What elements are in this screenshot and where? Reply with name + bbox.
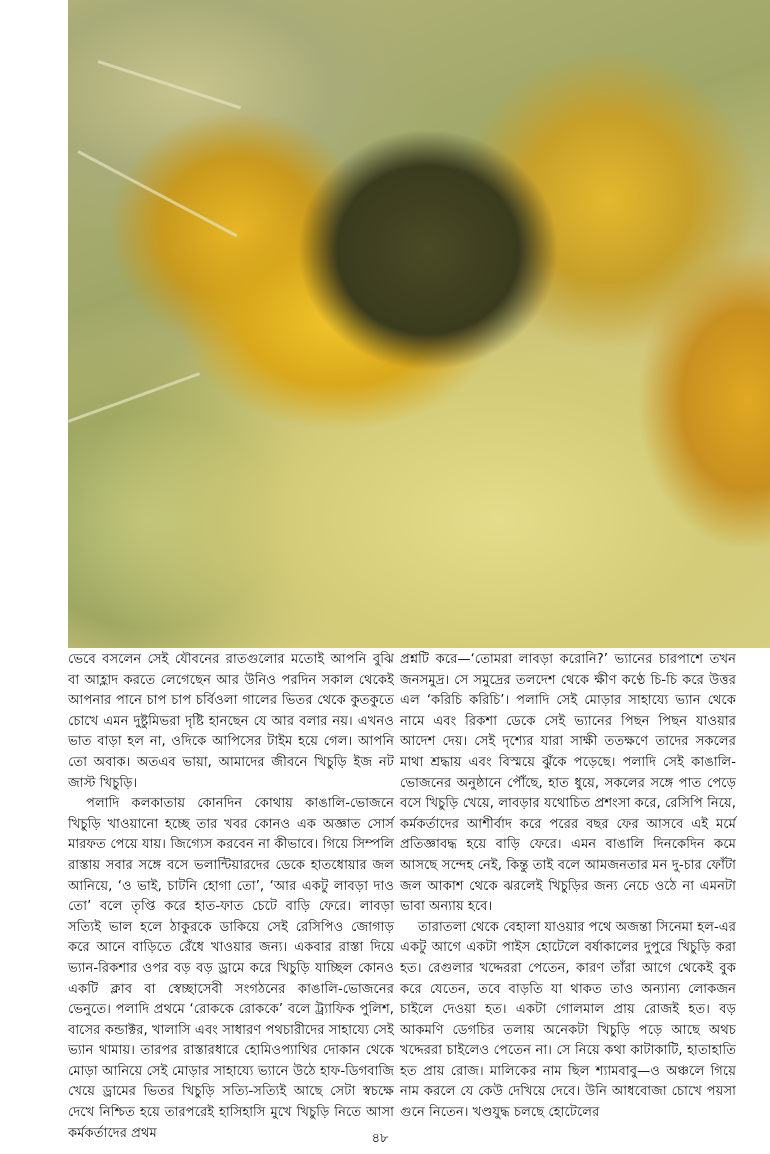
paragraph: প্রশ্নটি করে—‘তোমরা লাবড়া করোনি?’ ভ্যানের চারপাশে তখন জনসমুদ্র। সে সমুদ্রের তলদেশ থেকে ক্ষীণ কণ্ঠে চি-চি করে উত্তর এল ‘করিচি করিচি’। পলাদি সেই মোড়ার সাহায্যে ভ্যান থেকে নামে এবং রিকশা ডেকে সেই ভ্যানের পিছন পিছন যাওয়ার আদেশ দেয়। সেই দৃশ্যের যারা সাক্ষী ততক্ষণে তাদের সকলের মাথা শ্রদ্ধায় এবং বিস্ময়ে ঝুঁকে পড়েছে। পলাদি সেই কাঙালি-ভোজনের অনুষ্ঠানে পৌঁছে, হাত ধুয়ে, সকলের সঙ্গে পাত পেড়ে বসে খিচুড়ি খেয়ে, লাবড়ার যথোচিত প্রশংসা করে, রেসিপি নিয়ে, কর্মকর্তাদের আশীর্বাদ করে পরের বছর ফের আসবে এই মর্মে প্রতিজ্ঞাবদ্ধ হয়ে বাড়ি ফেরে। এমন বাঙালি দিনকেদিন কমে আসছে সন্দেহ নেই, কিন্তু তাই বলে আমজনতার মন দু-চার ফোঁটা জল আকাশ থেকে ঝরলেই খিচুড়ির জন্য নেচে ওঠে না এমনটা ভাবা অন্যায় হবে।	[400, 652, 736, 915]
article-column-left	[68, 650, 394, 1144]
leaf-vein	[68, 372, 200, 423]
paragraph: তারাতলা থেকে বেহালা যাওয়ার পথে অজন্তা সিনেমা হল-এর একটু আগে একটা পাইস হোটেলে বর্ষাকালের দুপুরে খিচুড়ি করা হত। রেগুলার খদ্দেররা পেতেন, কারণ তাঁরা আগে থেকেই বুক করে যেতেন, তবে বাড়তি যা থাকত তাও অন্যান্য লোকজন চাইলে দেওয়া হত। একটা গোলমাল প্রায় রোজই হত। বড় আকমণি ডেগচির তলায় অনেকটা খিচুড়ি পড়ে আছে অথচ খদ্দেররা চাইলেও পেতেন না। সে নিয়ে কথা কাটাকাটি, হাতাহাতি হত প্রায় রোজ। মালিকের নাম ছিল শ্যামবাবু—ও অঞ্চলে গিয়ে নাম করলে যে কেউ দেখিয়ে দেবে। উনি আধবোজা চোখে পয়সা গুনে নিতেন। খণ্ডযুদ্ধ চলছে হোটেলের	[400, 919, 736, 1121]
leaf-vein	[98, 60, 242, 109]
article-column-right	[400, 650, 736, 1124]
paragraph: পলাদি কলকাতায় কোনদিন কোথায় কাঙালি-ভোজনে খিচুড়ি খাওয়ানো হচ্ছে তার খবর কোনও এক অজ্ঞাত সোর্স মারফত পেয়ে যায়। জিগ্যেস করবেন না কীভাবে। গিয়ে সিম্পলি রাস্তায় সবার সঙ্গে বসে ভলান্টিয়ারদের ডেকে হাতধোয়ার জল আনিয়ে, ‘ও ভাই, চাটনি হোগা তো’, ‘আর একটু লাবড়া দাও তো’ বলে তৃপ্তি করে হাত-ফাত চেটে বাড়ি ফেরে। লাবড়া সত্যিই ভাল হলে ঠাকুরকে ডাকিয়ে সেই রেসিপিও জোগাড় করে আনে বাড়িতে রেঁধে খাওয়ার জন্য। একবার রাস্তা দিয়ে ভ্যান-রিকশার ওপর বড় বড় ড্রামে করে খিচুড়ি যাচ্ছিল কোনও একটি ক্লাব বা স্বেচ্ছাসেবী সংগঠনের কাঙালি-ভোজনের ভেনুতে। পলাদি প্রথমে ‘রোককে রোককে’ বলে ট্র্যাফিক পুলিশ, বাসের কন্ডাক্টর, খালাসি এবং সাধারণ পথচারীদের সাহায্যে সেই ভ্যান থামায়। তারপর রাস্তারধারে হোমিওপ্যাথির দোকান থেকে মোড়া আনিয়ে সেই মোড়ার সাহায্যে ভ্যানে উঠে হাফ-ডিগবাজি খেয়ে ড্রামের ভিতর খিচুড়ি সত্যি-সত্যিই আছে সেটা স্বচক্ষে দেখে নিশ্চিত হয়ে তারপরেই হাসিহাসি মুখে খিচুড়ি নিতে আসা কর্মকর্তাদের প্রথম	[68, 796, 394, 1141]
leaf-vein	[77, 150, 237, 237]
paragraph: ভেবে বসলেন সেই যৌবনের রাতগুলোর মতোই আপনি বুঝি বা আহ্লাদ করতে লেগেছেন আর উনিও পরদিন সকাল থেকেই আপনার পানে চাপ চাপ চর্বিওলা গালের ভিতর থেকে কুতকুতে চোখে এমন দুষ্টুমিভরা দৃষ্টি হানছেন যে আর বলার নয়। এখনও ভাত বাড়া হল না, ওদিকে আপিসের টাইম হয়ে গেল। আপনি তো অবাক। অতএব ভায়া, আমাদের জীবনে খিচুড়ি ইজ নট জাস্ট খিচুড়ি।	[68, 652, 394, 791]
food-photo	[68, 0, 770, 648]
page-number: ৪৮	[371, 1131, 389, 1146]
